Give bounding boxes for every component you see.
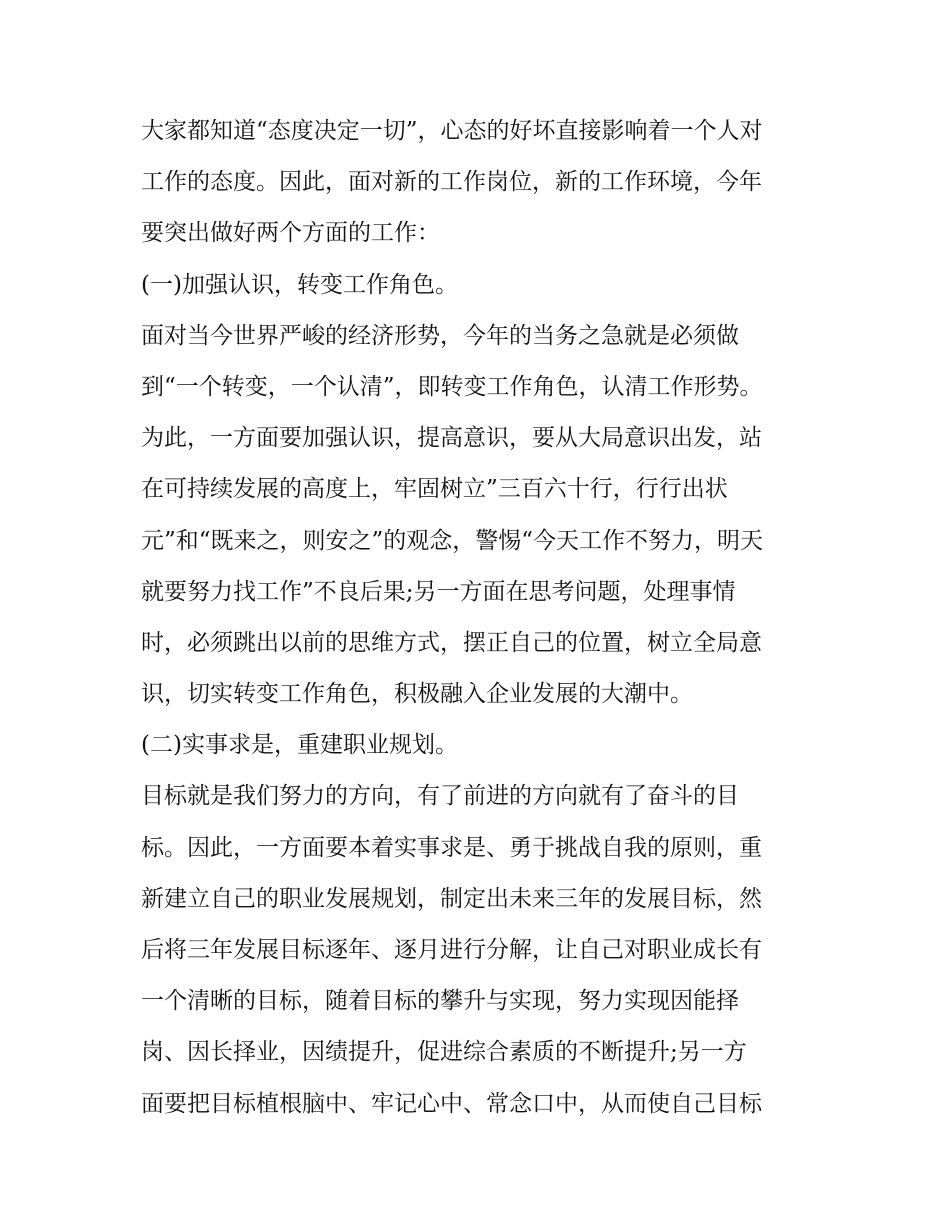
body-line: 目标就是我们努力的方向，有了前进的方向就有了奋斗的目 bbox=[141, 783, 739, 810]
body-line: 时，必须跳出以前的思维方式，摆正自己的位置，树立全局意 bbox=[141, 629, 762, 656]
body-line: 就要努力找工作”不良后果;另一方面在思考问题，处理事情 bbox=[141, 578, 736, 605]
body-line: 面对当今世界严峻的经济形势，今年的当务之急就是必须做 bbox=[141, 322, 739, 349]
body-line: 标。因此，一方面要本着实事求是、勇于挑战自我的原则，重 bbox=[141, 834, 762, 861]
document-body bbox=[141, 106, 821, 1130]
body-line: 后将三年发展目标逐年、逐月进行分解，让自己对职业成长有 bbox=[141, 937, 762, 963]
body-line: 岗、因长择业，因绩提升，促进综合素质的不断提升;另一方 bbox=[141, 1039, 747, 1066]
body-line: 为此，一方面要加强认识，提高意识，要从大局意识出发，站 bbox=[141, 425, 762, 452]
section-heading-2: (二)实事求是，重建职业规划。 bbox=[141, 732, 458, 759]
body-line: 大家都知道“态度决定一切”，心态的好坏直接影响着一个人对 bbox=[141, 118, 763, 144]
body-line: 一个清晰的目标，随着目标的攀升与实现，努力实现因能择 bbox=[141, 988, 739, 1015]
section-heading-1: (一)加强认识，转变工作角色。 bbox=[141, 271, 458, 298]
body-line: 面要把目标植根脑中、牢记心中、常念口中，从而使自己目标 bbox=[141, 1090, 762, 1117]
body-line: 在可持续发展的高度上，牢固树立”三百六十行，行行出状 bbox=[141, 476, 728, 503]
body-line: 元”和“既来之，则安之”的观念，警惕“今天工作不努力，明天 bbox=[141, 527, 764, 554]
body-line: 工作的态度。因此，面对新的工作岗位，新的工作环境，今年 bbox=[141, 169, 762, 196]
body-line: 识，切实转变工作角色，积极融入企业发展的大潮中。 bbox=[141, 681, 693, 708]
body-line: 新建立自己的职业发展规划，制定出未来三年的发展目标，然 bbox=[141, 885, 762, 912]
body-line: 要突出做好两个方面的工作： bbox=[141, 220, 440, 247]
body-line: 到“一个转变，一个认清”，即转变工作角色，认清工作形势。 bbox=[141, 373, 763, 400]
